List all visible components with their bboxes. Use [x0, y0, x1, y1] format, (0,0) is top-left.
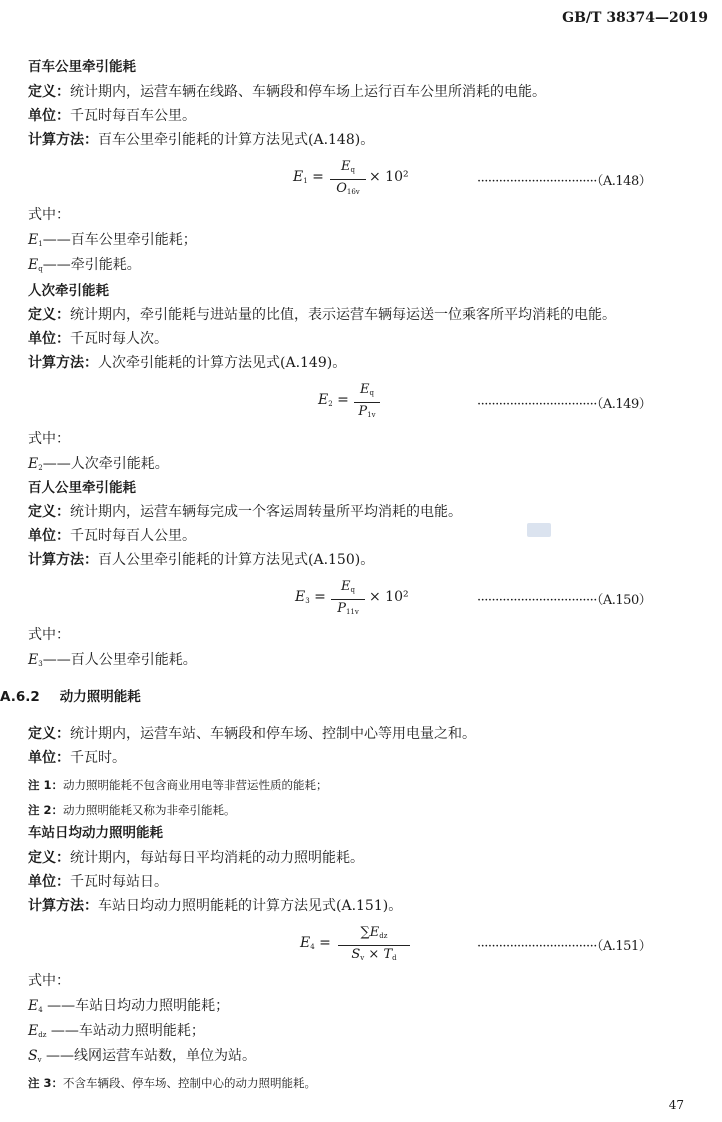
- calc-method-line: 计算方法：人次牵引能耗的计算方法见式(A.149)。: [28, 355, 347, 371]
- where-label: 式中：: [28, 431, 70, 447]
- variable-e2: $E_2——$人次牵引能耗。: [28, 456, 169, 472]
- heading-per-100-passenger-km: 百人公里牵引能耗: [28, 480, 136, 496]
- calc-method-line: 计算方法：百车公里牵引能耗的计算方法见式(A.148)。: [28, 132, 375, 148]
- variable-sv: $S_v$ ——线网运营车站数，单位为站。: [28, 1048, 257, 1064]
- variable-e1: $E_1——$百车公里牵引能耗；: [28, 232, 197, 248]
- definition-line: 定义：统计期内，牵引能耗与进站量的比值，表示运营车辆每运送一位乘客所平均消耗的电能。: [28, 307, 616, 323]
- note-2: 注 2：动力照明能耗又称为非牵引能耗。: [28, 803, 236, 817]
- variable-e3: $E_3——$百人公里牵引能耗。: [28, 652, 197, 668]
- equation-number-a149: ·································（A.149）: [477, 397, 652, 412]
- variable-eq: $E_q——$牵引能耗。: [28, 257, 141, 273]
- variable-e4: $E_4$ ——车站日均动力照明能耗；: [28, 998, 230, 1014]
- equation-number-a151: ·································（A.151）: [477, 939, 652, 954]
- note-1: 注 1：动力照明能耗不包含商业用电等非营运性质的能耗；: [28, 778, 328, 792]
- definition-line: 定义：统计期内，运营车站、车辆段和停车场、控制中心等用电量之和。: [28, 726, 476, 742]
- unit-line: 单位：千瓦时每人次。: [28, 331, 168, 347]
- calc-method-line: 计算方法：车站日均动力照明能耗的计算方法见式(A.151)。: [28, 898, 403, 914]
- unit-line: 单位：千瓦时每百车公里。: [28, 108, 196, 124]
- unit-line: 单位：千瓦时每百人公里。: [28, 528, 196, 544]
- watermark-logo: [527, 523, 551, 537]
- standard-code-header: GB/T 38374—2019: [562, 10, 708, 26]
- where-label: 式中：: [28, 627, 70, 643]
- definition-line: 定义：统计期内，每站每日平均消耗的动力照明能耗。: [28, 850, 364, 866]
- heading-station-daily-lighting: 车站日均动力照明能耗: [28, 825, 163, 841]
- unit-line: 单位：千瓦时。: [28, 750, 126, 766]
- definition-line: 定义：统计期内，运营车辆在线路、车辆段和停车场上运行百车公里所消耗的电能。: [28, 84, 546, 100]
- section-heading-a6-2: A.6.2 动力照明能耗: [0, 689, 141, 705]
- definition-line: 定义：统计期内，运营车辆每完成一个客运周转量所平均消耗的电能。: [28, 504, 462, 520]
- heading-per-100-vehicle-km: 百车公里牵引能耗: [28, 59, 136, 75]
- where-label: 式中：: [28, 207, 70, 223]
- heading-per-passenger: 人次牵引能耗: [28, 283, 109, 299]
- equation-number-a148: ·································（A.148）: [477, 174, 652, 189]
- variable-edz: $E_{dz}$ ——车站动力照明能耗；: [28, 1023, 205, 1039]
- page-number: 47: [668, 1098, 684, 1112]
- document-page: GB/T 38374—2019 百车公里牵引能耗 定义：统计期内，运营车辆在线路、车辆段和停车场上运行百车公里所消耗的电能。 单位：千瓦时每百车公里。 计算方法：百车公里牵引能耗的计算方法见式(A.148)。 $E_1$ = $E_q$ $O_{16v}$ × 10² ·································（A.148） 式中： $E_1——$百车公里牵引能耗； $E_q——$牵引能耗。 人次牵引能耗 定义：统计期内，牵引能耗与进站量的比值，表示运营车辆每运送一位乘客所平均消耗的电能。 单位：千瓦时每人次。 计算方法：人次牵引能耗的计算方法见式(A.149)。 $E_2$ = $E_q$ $P_{1v}$ ·································（A.149） 式中： $E_2——$人次牵引能耗。 百人公里牵引能耗 定义：统计期内，运营车辆每完成一个客运周转量所平均消耗的电能。 单位：千瓦时每百人公里。 计算方法：百人公里牵引能耗的计算方法见式(A.150)。 $E_3$ = $E_q$ $P_{11v}$ × 10² ·································（A.150） 式中： $E_3——$百人公里牵引能耗。 A.6.2 动力照明能耗 定义：统计期内，运营车站、车辆段和停车场、控制中心等用电量之和。 单位：千瓦时。 注 1：动力照明能耗不包含商业用电等非营运性质的能耗； 注 2：动力照明能耗又称为非牵引能耗。 车站日均动力照明能耗 定义：统计期内，每站每日平均消耗的动力照明能耗。 单位：千瓦时每站日。 计算方法：车站日均动力照明能耗的计算方法见式(A.151)。 $E_4$ = $\sum E_{dz}$ $S_v \times T_d$ ·································（A.151） 式中： $E_4$ ——车站日均动力照明能耗； $E_{dz}$ ——车站动力照明能耗； $S_v$ ——线网运营车站数，单位为站。 注 3：不含车辆段、停车场、控制中心的动力照明能耗。 47: [0, 10, 708, 1112]
- calc-method-line: 计算方法：百人公里牵引能耗的计算方法见式(A.150)。: [28, 552, 375, 568]
- equation-number-a150: ·································（A.150）: [477, 593, 652, 608]
- note-3: 注 3：不含车辆段、停车场、控制中心的动力照明能耗。: [28, 1076, 317, 1090]
- unit-line: 单位：千瓦时每站日。: [28, 874, 168, 890]
- where-label: 式中：: [28, 973, 70, 989]
